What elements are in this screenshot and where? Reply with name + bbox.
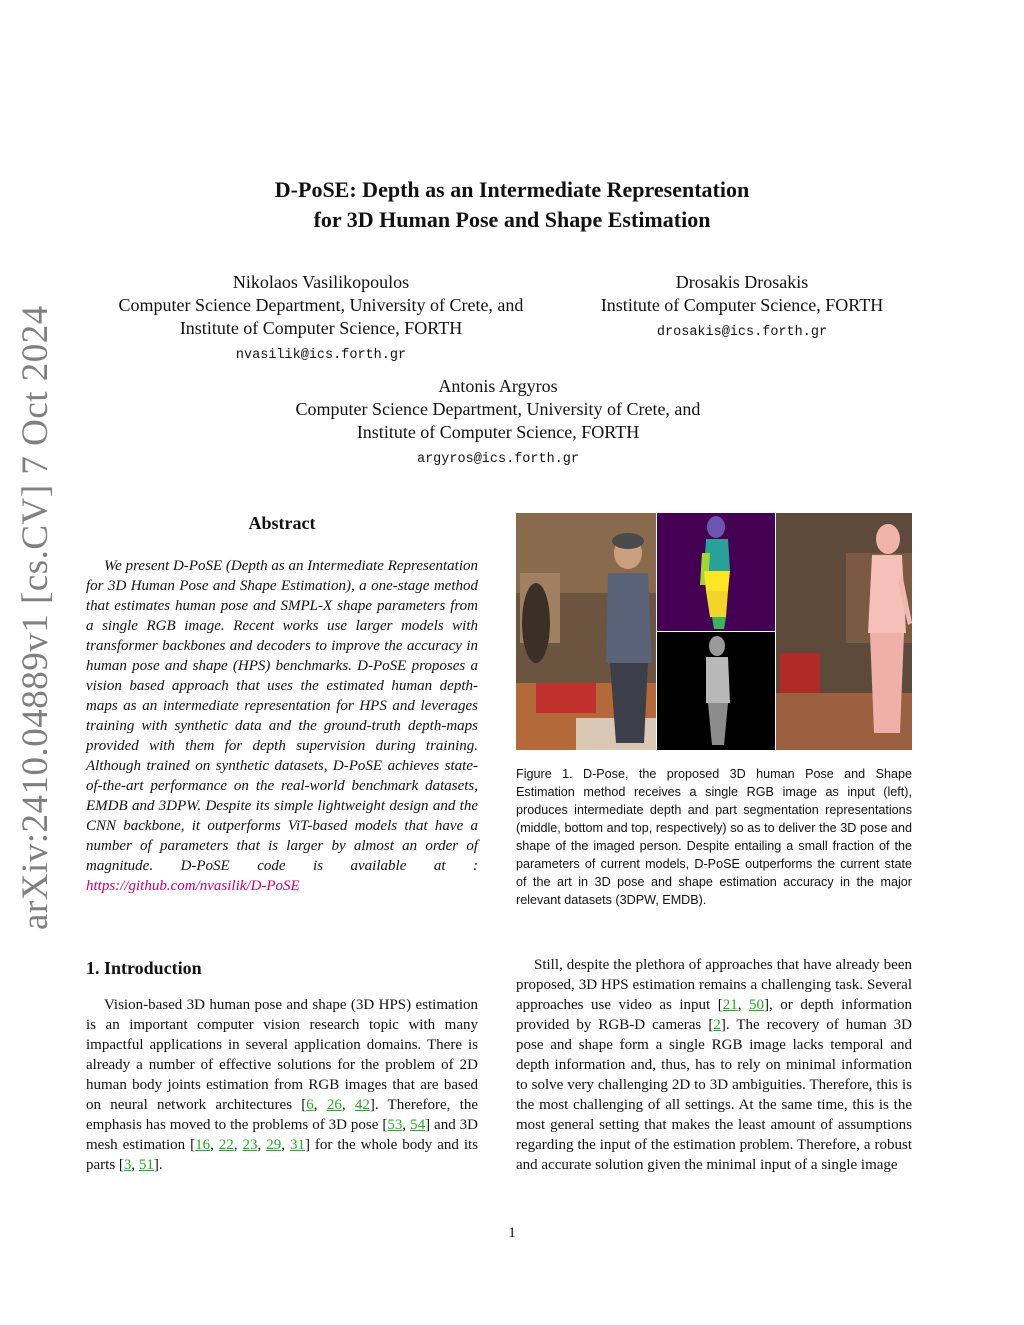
intro-paragraph-1: Vision-based 3D human pose and shape (3D HPS) estimation is an important computer vision research topic with many impactful applications in several application domains. There is already a number of effective solutions for the problem of 2D human body joints estimation from RGB images that are based on neural network architectures [6, 26, 42]. Therefore, the emphasis has moved to the problems of 3D pose [53, 54] and 3D mesh estimation [16, 22, 23, 29, 31] for the whole body and its parts [3, 51]. xyxy=(86,997,479,1173)
citation-link[interactable]: 6 xyxy=(306,1097,314,1113)
author-email[interactable]: argyros@ics.forth.gr xyxy=(416,452,580,467)
author-1 xyxy=(86,271,556,367)
paper-title xyxy=(0,175,1024,235)
author-3 xyxy=(240,375,756,471)
citation-link[interactable]: 54 xyxy=(410,1117,426,1133)
author-email[interactable]: drosakis@ics.forth.gr xyxy=(656,325,828,340)
author-2 xyxy=(572,271,912,344)
author-email[interactable]: nvasilik@ics.forth.gr xyxy=(235,348,407,363)
title-line-1: D-PoSE: Depth as an Intermediate Representation xyxy=(274,177,750,202)
page-number: 1 xyxy=(508,1225,516,1241)
author-name: Antonis Argyros xyxy=(438,376,558,396)
mesh-output-panel xyxy=(776,513,912,750)
citation-link[interactable]: 16 xyxy=(195,1137,211,1153)
author-name: Nikolaos Vasilikopoulos xyxy=(232,272,410,292)
citation-link[interactable]: 50 xyxy=(749,997,765,1013)
rgb-input-panel xyxy=(516,513,656,750)
author-affiliation: Institute of Computer Science, FORTH xyxy=(179,318,463,338)
citation-link[interactable]: 31 xyxy=(289,1137,305,1153)
citation-link[interactable]: 53 xyxy=(387,1117,403,1133)
author-affiliation: Computer Science Department, University of Crete, and xyxy=(118,295,524,315)
citation-link[interactable]: 21 xyxy=(722,997,738,1013)
citation-link[interactable]: 2 xyxy=(713,1017,721,1033)
citation-link[interactable]: 29 xyxy=(266,1137,282,1153)
intro-paragraph-2: Still, despite the plethora of approaches that have already been proposed, 3D HPS estimation remains a challenging task. Several approaches use video as input [21, 50], or depth information provided by RGB-D cameras [2]. The recovery of human 3D pose and shape form a single RGB image lacks temporal and depth information and, thus, has to rely on minimal information to solve very challenging 2D to 3D ambiguities. Therefore, this is the most challenging of all settings. At the same time, this is the most general setting that makes the least amount of assumptions regarding the input of the estimation problem. Therefore, a robust and accurate solution given the minimal input of a single image xyxy=(516,957,912,1173)
segmentation-panel xyxy=(657,513,775,631)
section-heading-introduction: 1. Introduction xyxy=(86,958,202,978)
author-affiliation: Institute of Computer Science, FORTH xyxy=(356,422,640,442)
figure-1-image xyxy=(516,513,912,750)
author-affiliation: Institute of Computer Science, FORTH xyxy=(600,295,884,315)
citation-link[interactable]: 26 xyxy=(326,1097,342,1113)
author-name: Drosakis Drosakis xyxy=(675,272,809,292)
abstract-body: We present D-PoSE (Depth as an Intermediate Representation for 3D Human Pose and Shape Estimation), a one-stage method that estimates human pose and SMPL-X shape parameters from a single RGB image. Recent works use larger models with transformer backbones and decoders to improve the accuracy in human pose and shape (HPS) benchmarks. D-PoSE proposes a vision based approach that uses the estimated human depth-maps as an intermediate representation for HPS and leverages training with synthetic data and the ground-truth depth-maps provided with them for depth supervision during training. Although trained on synthetic datasets, D-PoSE achieves state-of-the-art performance on the real-world benchmark datasets, EMDB and 3DPW. Despite its simple lightweight design and the CNN backbone, it outperforms ViT-based models that have a number of parameters that is larger by almost an order of magnitude. D-PoSE code is available at : xyxy=(86,558,478,874)
abstract-text xyxy=(86,556,478,896)
arxiv-identifier: arXiv:2410.04889v1 [cs.CV] 7 Oct 2024 xyxy=(15,305,56,930)
figure-caption: Figure 1. D-Pose, the proposed 3D human Pose and Shape Estimation method receives a single RGB image as input (left), produces intermediate depth and part segmentation representations (middle, bottom and top, respectively) so as to deliver the 3D pose and shape of the imaged person. Despite entailing a small fraction of the parameters of current models, D-PoSE outperforms the current state of the art in 3D pose and shape estimation accuracy in the major relevant datasets (3DPW, EMDB). xyxy=(516,767,912,907)
code-link[interactable]: https://github.com/nvasilik/D-PoSE xyxy=(86,878,300,894)
citation-link[interactable]: 22 xyxy=(218,1137,234,1153)
depth-map-panel xyxy=(657,632,775,750)
title-line-2: for 3D Human Pose and Shape Estimation xyxy=(313,207,711,232)
abstract-heading: Abstract xyxy=(248,513,316,533)
citation-link[interactable]: 51 xyxy=(138,1157,154,1173)
citation-link[interactable]: 23 xyxy=(242,1137,258,1153)
author-affiliation: Computer Science Department, University of Crete, and xyxy=(295,399,701,419)
citation-link[interactable]: 42 xyxy=(354,1097,370,1113)
citation-link[interactable]: 3 xyxy=(123,1157,132,1173)
